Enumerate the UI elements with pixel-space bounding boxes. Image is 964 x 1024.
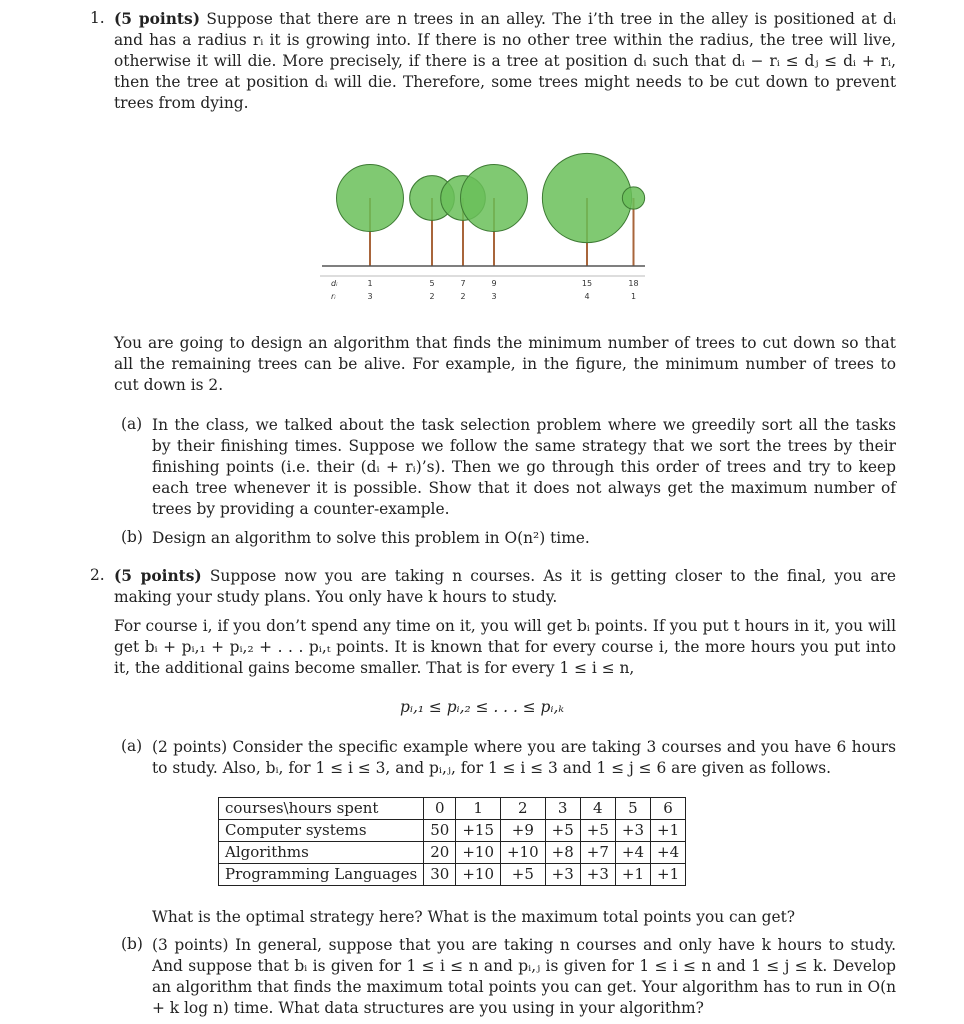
tree-d-label: 7 [460, 279, 466, 288]
row-label-d: dᵢ [331, 279, 338, 288]
header-cell: 3 [545, 798, 580, 820]
q1-after-figure: You are going to design an algorithm that finds the minimum number of trees to cut down so that all the remaining trees can be alive. For example, in the figure, the minimum number of trees to cut down is 2. [114, 334, 896, 394]
q1-after-figure-block [114, 333, 896, 396]
table-cell: 20 [424, 842, 456, 864]
tree-d-label: 5 [429, 279, 435, 288]
table-cell: +10 [456, 864, 501, 886]
q1-part-b-label: (b) [121, 528, 143, 546]
q1-part-a: In the class, we talked about the task selection problem where we greedily sort all the tasks by their finishing times. Suppose we follow the same strategy that we sort the trees by their finishing points (i.e. their (dᵢ + rᵢ)’s). Then we go through this order of trees and try to keep each tree whenever it is possible. Show that it does not always get the maximum number of trees by providing a counter-example. [152, 416, 896, 518]
header-cell: 2 [500, 798, 545, 820]
q1-points: (5 points) [114, 10, 200, 28]
table-cell: +9 [500, 820, 545, 842]
tree-canopy [622, 187, 644, 209]
q1-part-b: Design an algorithm to solve this problem in O(n²) time. [152, 529, 590, 547]
q2-part-a: (2 points) Consider the specific example where you are taking 3 courses and you have 6 hours to study. Also, bᵢ, for 1 ≤ i ≤ 3, and pᵢ,ⱼ, for 1 ≤ i ≤ 3 and 1 ≤ j ≤ 6 are given as follows. [152, 738, 896, 777]
tree-d-label: 1 [367, 279, 373, 288]
course-name-cell: Algorithms [219, 842, 424, 864]
tree-r-label: 3 [491, 292, 497, 301]
q2-part-a-block [152, 737, 896, 779]
tree-figure [300, 130, 660, 310]
tree-d-label: 9 [491, 279, 497, 288]
header-cell: 5 [615, 798, 650, 820]
table-cell: +5 [545, 820, 580, 842]
header-cell: 6 [651, 798, 686, 820]
q2-part-b-label: (b) [121, 935, 143, 953]
tree-r-label: 3 [367, 292, 373, 301]
table-cell: +3 [545, 864, 580, 886]
q1-intro-block [114, 9, 896, 114]
tree-r-label: 2 [429, 292, 435, 301]
tree-r-label: 1 [630, 292, 637, 301]
table-header-row [219, 798, 686, 820]
q1-number: 1. [90, 9, 105, 27]
table-cell: +3 [580, 864, 615, 886]
table-cell: 30 [424, 864, 456, 886]
q2-para2-block [114, 616, 896, 679]
table-cell: +1 [651, 820, 686, 842]
q2-intro: Suppose now you are taking n courses. As it is getting closer to the final, you are making your study plans. You only have k hours to study. [114, 567, 896, 606]
header-cell: 4 [580, 798, 615, 820]
row-label-r: rᵢ [331, 292, 336, 301]
q2-after-table-block [152, 907, 896, 928]
q2-formula: pᵢ,₁ ≤ pᵢ,₂ ≤ . . . ≤ pᵢ,ₖ [400, 698, 564, 716]
table-cell: +10 [500, 842, 545, 864]
table-row [219, 820, 686, 842]
q2-number: 2. [90, 566, 105, 584]
header-cell: courses\hours spent [219, 798, 424, 820]
course-name-cell: Computer systems [219, 820, 424, 842]
q1-part-a-block [152, 415, 896, 520]
table-cell: +5 [500, 864, 545, 886]
table-cell: 50 [424, 820, 456, 842]
table-cell: +1 [615, 864, 650, 886]
header-cell: 1 [456, 798, 501, 820]
table-cell: +10 [456, 842, 501, 864]
q2-part-b: (3 points) In general, suppose that you are taking n courses and only have k hours to study. And suppose that bᵢ is given for 1 ≤ i ≤ n and pᵢ,ⱼ is given for 1 ≤ i ≤ n and 1 ≤ j ≤ k. Develop an algorithm that finds the maximum total points you can get. Your algorithm has to run in O(n + k log n) time. What data structures are you using in your algorithm? [152, 936, 896, 1017]
tree-canopy [542, 153, 631, 242]
q1-part-a-label: (a) [121, 415, 143, 433]
table-cell: +15 [456, 820, 501, 842]
tree-r-label: 2 [460, 292, 466, 301]
table-cell: +7 [580, 842, 615, 864]
q2-part-a-label: (a) [121, 737, 143, 755]
q2-after-table: What is the optimal strategy here? What is the maximum total points you can get? [152, 908, 796, 926]
q2-para2: For course i, if you don’t spend any time on it, you will get bᵢ points. If you put t hours in it, you will get bᵢ + pᵢ,₁ + pᵢ,₂ + . . . pᵢ,ₜ points. It is known that for every course i, the more hours you put into it, the additional gains become smaller. That is for every 1 ≤ i ≤ n, [114, 617, 896, 677]
table-row [219, 864, 686, 886]
table-cell: +3 [615, 820, 650, 842]
table-row [219, 842, 686, 864]
table-cell: +8 [545, 842, 580, 864]
table-cell: +5 [580, 820, 615, 842]
q2-part-b-block [152, 935, 896, 1019]
table-cell: +1 [651, 864, 686, 886]
tree-r-label: 4 [584, 292, 590, 301]
q1-intro: Suppose that there are n trees in an alley. The i’th tree in the alley is positioned at dᵢ and has a radius rᵢ it is growing into. If there is no other tree within the radius, the tree will live, otherwise it will die. More precisely, if there is a tree at position dᵢ such that dᵢ − rᵢ ≤ dⱼ ≤ dᵢ + rᵢ, then the tree at position dᵢ will die. Therefore, some trees might needs to be cut down to prevent trees from dying. [114, 10, 897, 112]
header-cell: 0 [424, 798, 456, 820]
tree-d-label: 15 [581, 279, 593, 288]
points-table [218, 797, 686, 886]
tree-d-label: 18 [628, 279, 639, 288]
q2-points: (5 points) [114, 567, 202, 585]
table-cell: +4 [651, 842, 686, 864]
q2-intro-block [114, 566, 896, 608]
tree-canopy [337, 165, 404, 232]
tree-canopy [461, 165, 528, 232]
course-name-cell: Programming Languages [219, 864, 424, 886]
q1-part-b-block [152, 528, 896, 549]
table-cell: +4 [615, 842, 650, 864]
